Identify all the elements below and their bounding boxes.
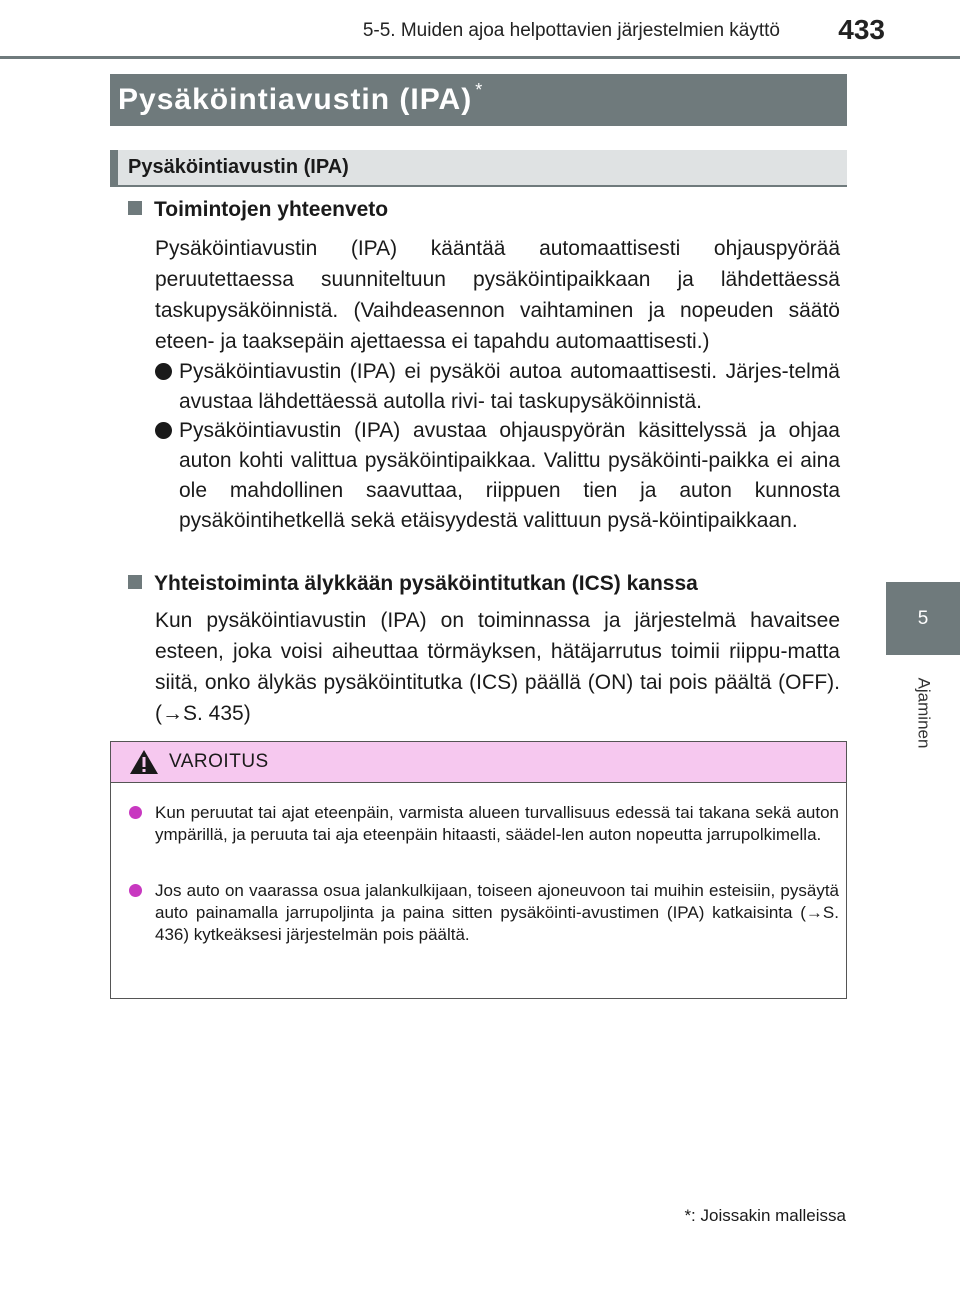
chapter-number: 5 (917, 607, 929, 629)
ics-paragraph: Kun pysäköintiavustin (IPA) on toiminnassa ja järjestelmä havaitsee esteen, joka voisi aiheuttaa törmäyksen, hätäjarrutus toimii riippu-matta siitä, onko älykäs pysäköintitutka (ICS) päällä (ON) tai pois päältä (OFF). (→S. 435) (155, 609, 840, 725)
section-heading-ics (128, 572, 848, 596)
warning-item (129, 802, 839, 846)
warning-item (129, 880, 839, 946)
header-rule (0, 56, 960, 59)
list-item-text: Pysäköintiavustin (IPA) ei pysäköi autoa automaattisesti. Järjes-telmä avustaa lähdettäessä autolla rivi- tai taskupysäköinnistä. (179, 360, 840, 413)
title-bar (110, 74, 847, 126)
page-number: 433 (838, 14, 885, 45)
section-heading-text: Yhteistoiminta älykkään pysäköintitutkan (ICS) kanssa (154, 572, 698, 595)
warning-bullet-icon (129, 806, 142, 819)
list-item-text: Pysäköintiavustin (IPA) avustaa ohjauspyörän käsittelyssä ja ohjaa auton kohti valittua pysäköintipaikkaa. Valittu pysäköinti-paikka ei aina ole mahdollinen saavuttaa, riippuen tien ja auton kunnosta pysäköintihetkellä sekä etäisyydestä valittuun pysä-köintipaikkaan. (179, 419, 840, 532)
summary-paragraph: Pysäköintiavustin (IPA) kääntää automaattisesti ohjauspyörää peruutettaessa suunniteltuun pysäköintipaikkaan ja lähdettäessä taskupysäköinnistä. (Vaihdeasennon vaihtaminen ja nopeuden säätö eteen- ja taaksepäin ajettaessa ei tapahdu automaattisesti.) (155, 237, 840, 353)
square-bullet-icon (128, 575, 142, 589)
chapter-tab (886, 582, 960, 655)
section-heading-summary (128, 198, 848, 222)
warning-header (111, 742, 846, 783)
chapter-label: Ajaminen (914, 677, 933, 749)
warning-triangle-icon (129, 749, 159, 775)
page-title: Pysäköintiavustin (IPA) (118, 83, 473, 116)
warning-title: VAROITUS (169, 751, 269, 772)
warning-box (110, 741, 847, 999)
footnote: *: Joissakin malleissa (684, 1206, 846, 1225)
warning-item-text: Jos auto on vaarassa osua jalankulkijaan, toiseen ajoneuvoon tai muihin esteisiin, pysäytä auto painamalla jarrupoljinta ja paina sitten pysäköinti-avustimen (IPA) katkaisinta (→S. 436) kytkeäksesi järjestelmän pois päältä. (155, 881, 839, 944)
list-item (155, 416, 840, 536)
header-section-title: 5-5. Muiden ajoa helpottavien järjestelmien käyttö (362, 20, 780, 41)
list-item (155, 357, 840, 417)
warning-bullet-icon (129, 884, 142, 897)
chapter-label-container (886, 668, 960, 758)
square-bullet-icon (128, 201, 142, 215)
warning-item-text: Kun peruutat tai ajat eteenpäin, varmista alueen turvallisuus edessä tai takana sekä auton ympärillä, ja peruuta tai aja eteenpäin hitaasti, säädel-len auton nopeutta jarrupolkimella. (155, 803, 839, 844)
title-asterisk: * (475, 79, 483, 100)
bullet-dot-icon (155, 363, 172, 380)
section-heading-text: Toimintojen yhteenveto (154, 198, 389, 221)
subtitle-bar (110, 150, 847, 187)
subtitle: Pysäköintiavustin (IPA) (128, 156, 349, 178)
bullet-dot-icon (155, 422, 172, 439)
